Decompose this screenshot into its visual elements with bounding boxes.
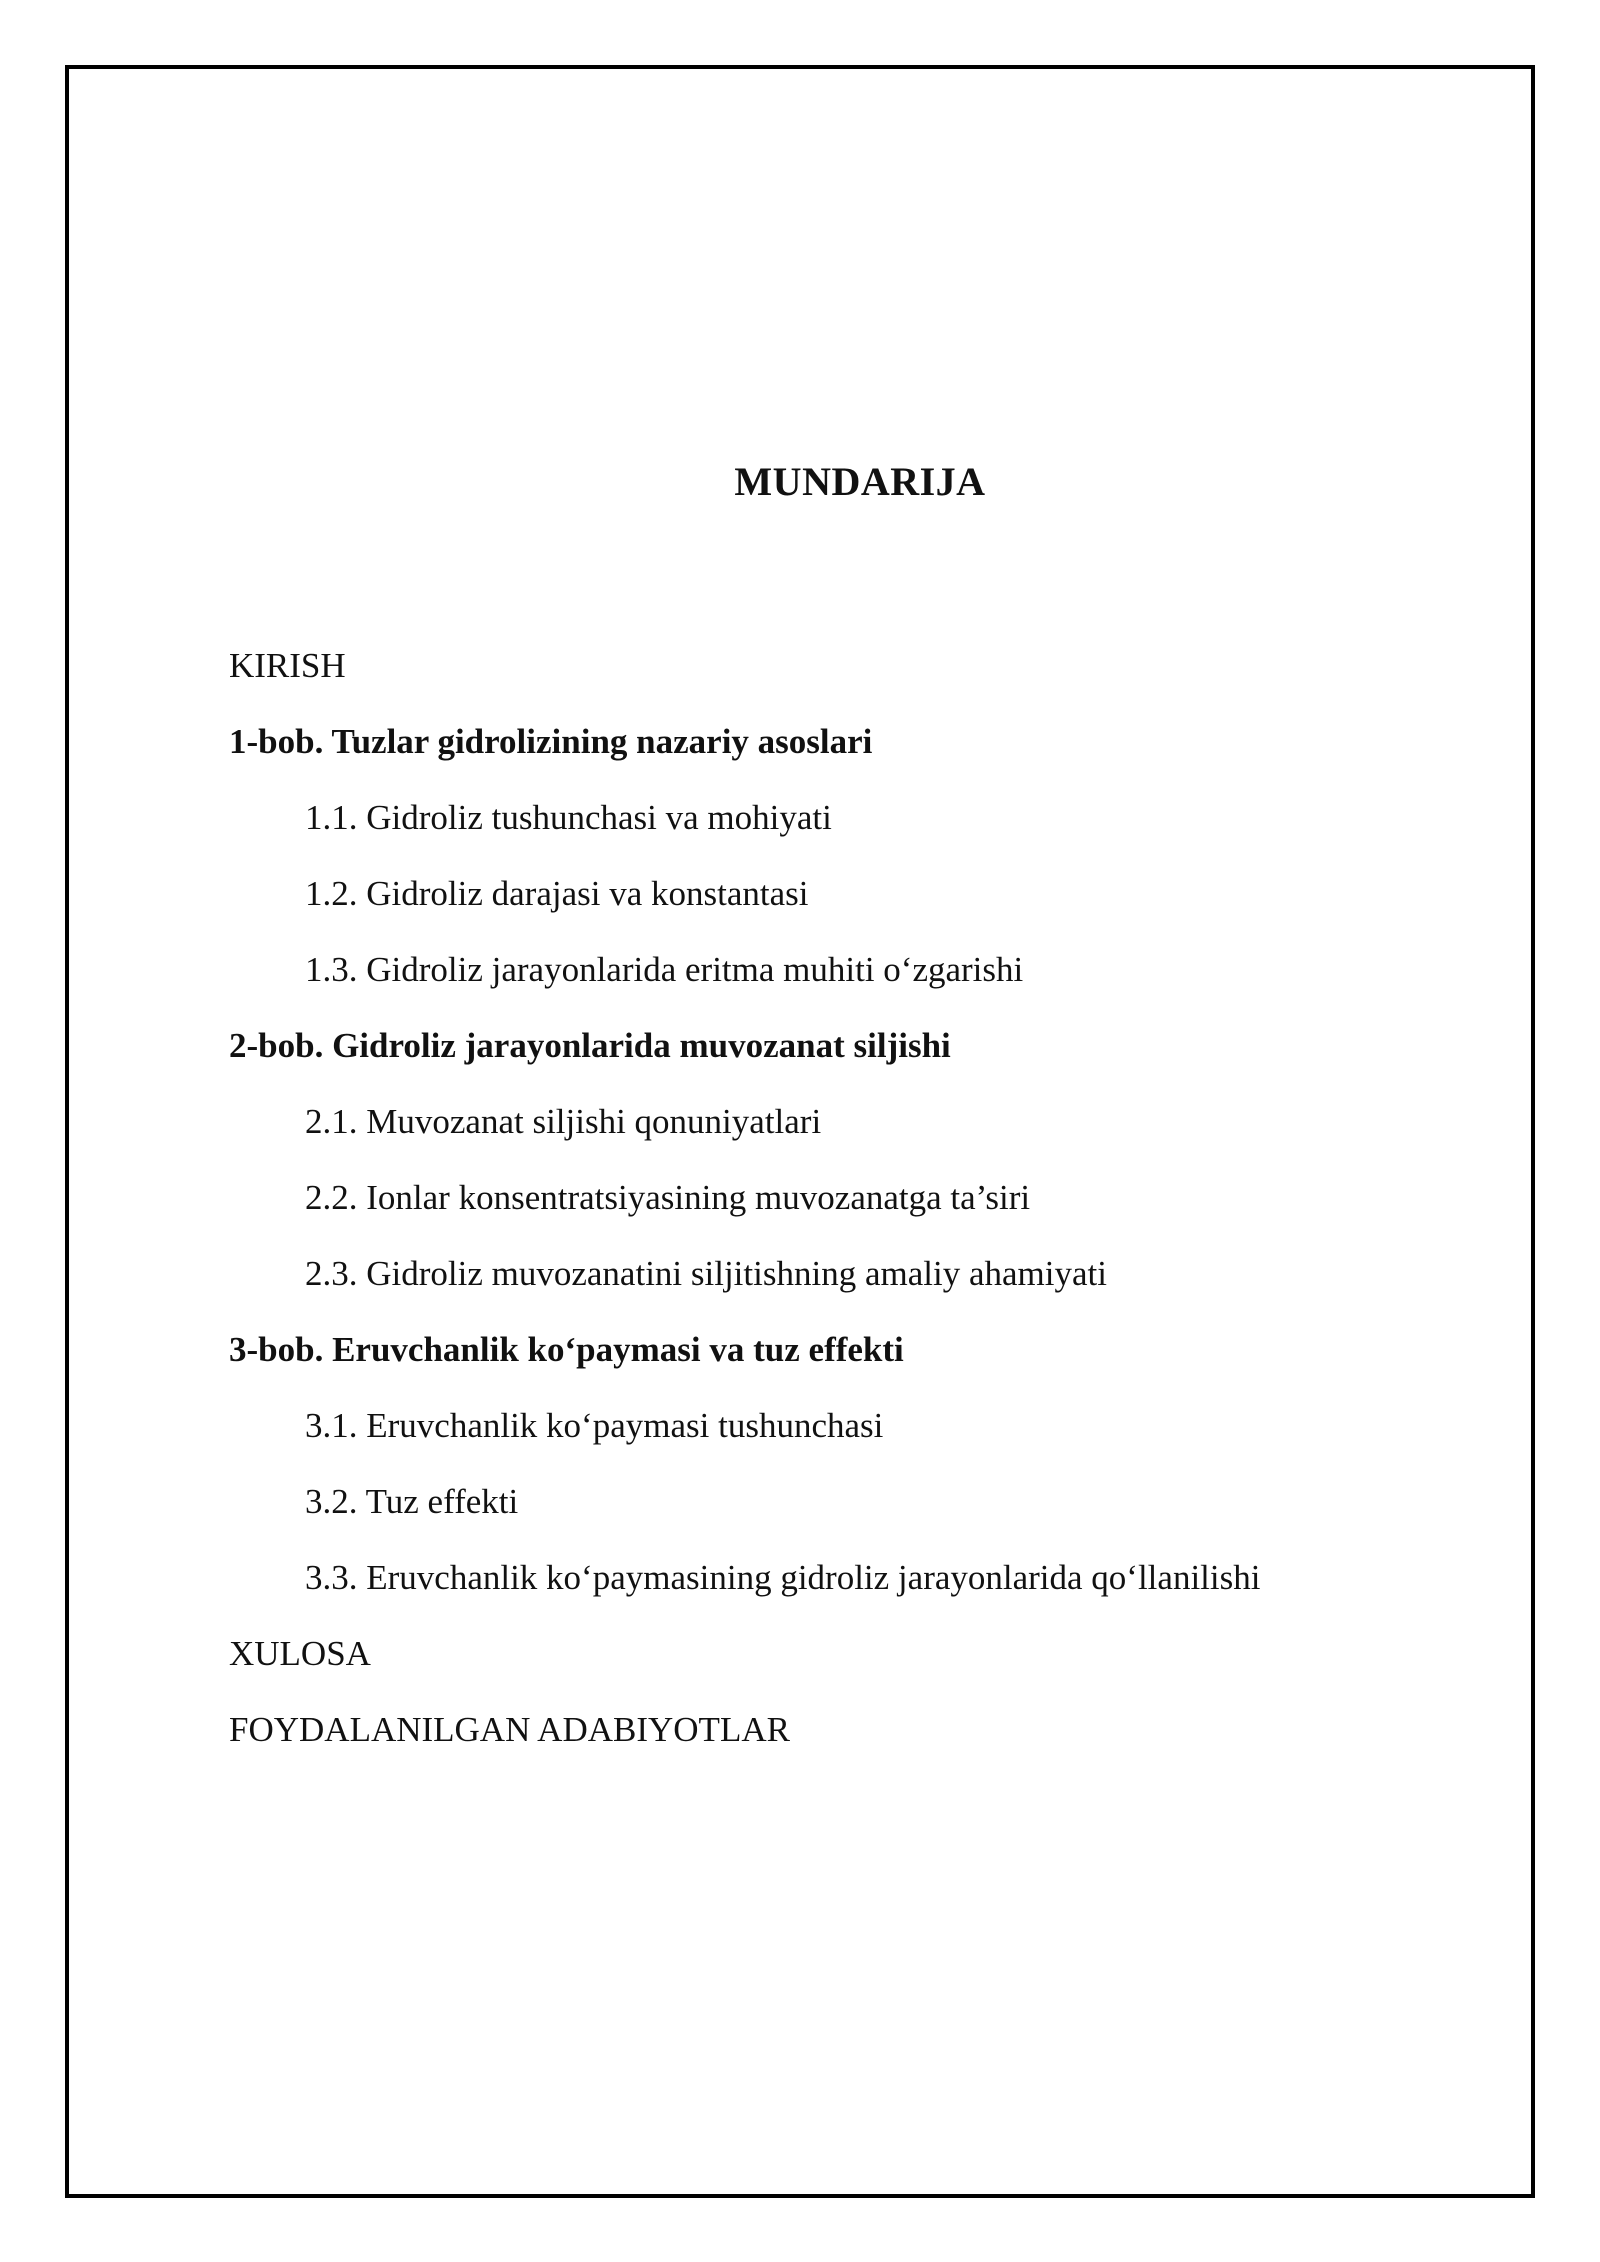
table-of-contents: [229, 640, 1479, 1780]
toc-item-adabiyotlar: FOYDALANILGAN ADABIYOTLAR: [229, 1710, 790, 1749]
toc-subsection-1-3: 1.3. Gidroliz jarayonlarida eritma muhiti o‘zgarishi: [305, 950, 1024, 989]
toc-subsection-3-2: 3.2. Tuz effekti: [305, 1482, 519, 1521]
toc-subsection-1-1: 1.1. Gidroliz tushunchasi va mohiyati: [305, 798, 832, 837]
toc-subsection-1-2: 1.2. Gidroliz darajasi va konstantasi: [305, 874, 809, 913]
toc-subsection-3-1: 3.1. Eruvchanlik ko‘paymasi tushunchasi: [305, 1406, 884, 1445]
toc-item-xulosa: XULOSA: [229, 1634, 371, 1673]
toc-chapter-3: 3-bob. Eruvchanlik ko‘paymasi va tuz effekti: [229, 1330, 904, 1369]
toc-subsection-3-3: 3.3. Eruvchanlik ko‘paymasining gidroliz jarayonlarida qo‘llanilishi: [305, 1558, 1261, 1597]
page-title: MUNDARIJA: [734, 459, 986, 504]
toc-subsection-2-2: 2.2. Ionlar konsentratsiyasining muvozanatga ta’siri: [305, 1178, 1031, 1217]
toc-chapter-1: 1-bob. Tuzlar gidrolizining nazariy asoslari: [229, 722, 873, 761]
toc-item-kirish: KIRISH: [229, 646, 346, 685]
toc-chapter-2: 2-bob. Gidroliz jarayonlarida muvozanat siljishi: [229, 1026, 951, 1065]
toc-subsection-2-1: 2.1. Muvozanat siljishi qonuniyatlari: [305, 1102, 822, 1141]
toc-subsection-2-3: 2.3. Gidroliz muvozanatini siljitishning amaliy ahamiyati: [305, 1254, 1107, 1293]
